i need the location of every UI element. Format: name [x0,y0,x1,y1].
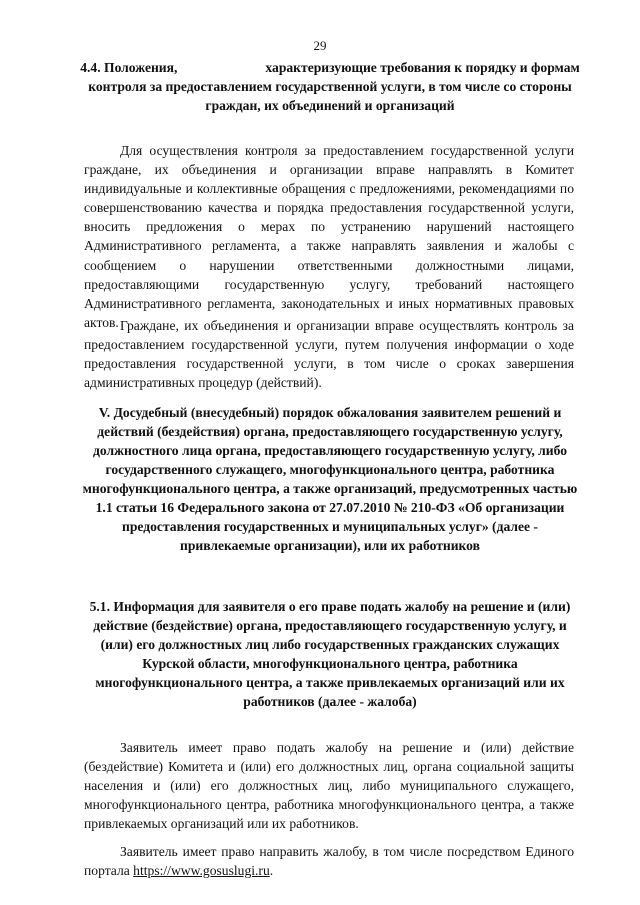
section-4-4-paragraph-1: Для осуществления контроля за предоставлением государственной услуги граждане, их объединения и организации вправе направлять в Комитет индивидуальные и коллективные обращения с предложениями, рекомендациями по совершенствованию качества и порядка предоставления государственной услуги, вносить предложения о мерах по устранению нарушений настоящего Административного регламента, а также направлять заявления и жалобы с сообщением о нарушении ответственными должностными лицами, предоставляющими государственную услугу, требований настоящего Административного регламента, законодательных и иных нормативных правовых актов. [84,143,574,330]
section-5-1-paragraph-2-text: Заявитель имеет право направить жалобу, в том числе посредством Единого портала [84,844,574,879]
section-4-4-heading [80,58,580,115]
section-5-1-paragraph-1: Заявитель имеет право подать жалобу на решение и (или) действие (бездействие) Комитета и (или) его должностных лиц, органа социальной защиты населения и (или) его должностных лиц, либо муниципального служащего, многофункционального центра, работника многофункционального центра, а также привлекаемых организаций или их работников. [84,740,574,832]
section-5-1-heading [80,597,580,711]
gosuslugi-link[interactable]: https://www.gosuslugi.ru [133,863,270,879]
section-5-1-title-line-2: Курской области, многофункционального центра, работника многофункционального центра, а также привлекаемых организаций или их работников (далее - жалоба) [95,656,565,709]
section-4-4-title-part1: 4.4. Положения, [80,60,178,75]
section-4-4-paragraph-2: Граждане, их объединения и организации вправе осуществлять контроль за предоставлением государственной услуги, путем получения информации о ходе предоставления государственной услуги, в том числе о сроках завершения административных процедур (действий). [84,318,574,391]
section-5-1-paragraph-2 [84,842,574,880]
section-4-4-title-part2: характеризующие требования к порядку и формам контроля за предоставлением государственной услуги, в том числе со стороны граждан, их объединений и организаций [88,60,580,113]
section-5-1-title-line-1: 5.1. Информация для заявителя о его праве подать жалобу на решение и (или) действие (бездействие) органа, предоставляющего государственную услугу, и (или) его должностных лиц либо государственных гражданских служащих [89,599,571,652]
section-5-heading: V. Досудебный (внесудебный) порядок обжалования заявителем решений и действий (бездействия) органа, предоставляющего государственную услугу, должностного лица органа, предоставляющего государственную услугу, либо государственного служащего, многофункционального центра, работника многофункционального центра, а также организаций, предусмотренных частью 1.1 статьи 16 Федерального закона от 27.07.2010 № 210-ФЗ «Об организации предоставления государственных и муниципальных услуг» (далее - привлекаемые организации), или их работников [82,405,578,553]
section-5-1-paragraph-2-end: . [269,863,274,879]
page-number: 29 [313,38,327,53]
